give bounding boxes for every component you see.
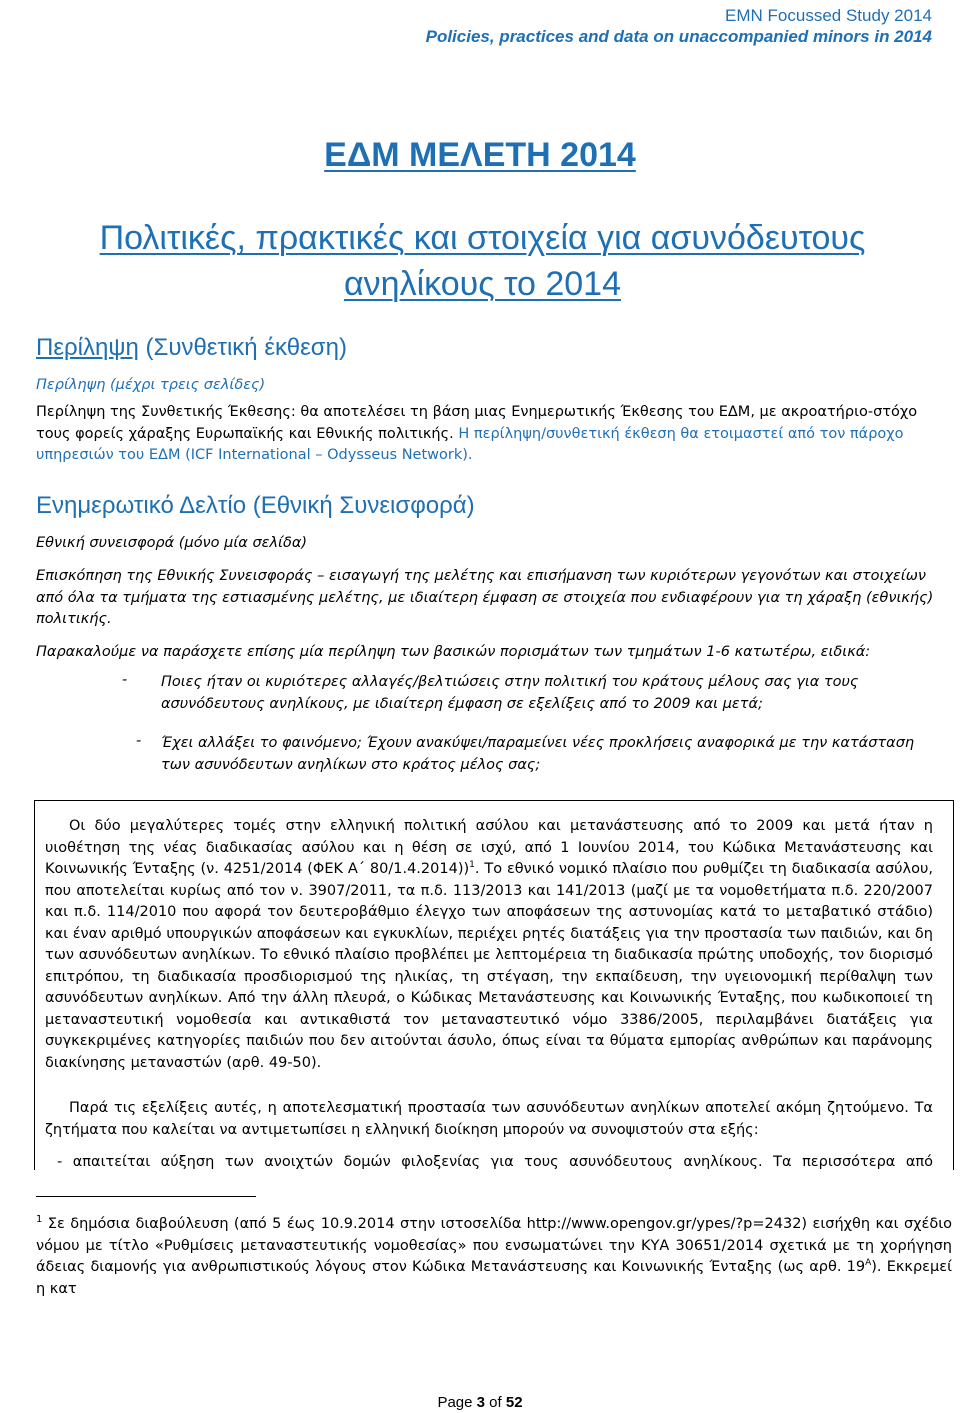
summary-heading-underlined: Περίληψη xyxy=(36,334,139,361)
bullet-item: Ποιες ήταν οι κυριότερες αλλαγές/βελτιώσεις στην πολιτική του κράτους μέλους σας για τους ασυνόδευτους ανηλίκους, με ιδιαίτερη έμφαση σε εξελίξεις από το 2009 και μετά; xyxy=(161,674,859,712)
summary-subheading: Περίληψη (μέχρι τρεις σελίδες) xyxy=(36,377,266,393)
bullet-item: Έχει αλλάξει το φαινόμενο; Έχουν ανακύψει/παραμείνει νέες προκλήσεις αναφορικά με την κατάσταση των ασυνόδευτων ανηλίκων στο κράτος μέλος σας; xyxy=(161,735,915,773)
box-paragraph-text: Οι δύο μεγαλύτερες τομές στην ελληνική πολιτική ασύλου και μετανάστευσης από το 2009 και μετά ήταν η υιοθέτηση της νέας διαδικασίας ασύλου και η θέση σε ισχύ, από 1 Ιουνίου 2014, του Κώδικα Μετανάστευσης και Κοινωνικής Ένταξης (ν. 4251/2014 (ΦΕΚ Α΄ 80/1.4.2014)) xyxy=(45,818,933,877)
request-paragraph: Παρακαλούμε να παράσχετε επίσης μία περίληψη των βασικών πορισμάτων των τμημάτων 1-6 κατωτέρω, ειδικά: xyxy=(36,644,871,660)
footer-middle: of xyxy=(485,1394,506,1411)
footnote-text: Σε δημόσια διαβούλευση (από 5 έως 10.9.2014 στην ιστοσελίδα http://www.opengov.gr/ypes/?p=2432) εισήχθη και σχέδιο νόμου με τίτλο «Ρυθμίσεις μεταναστευτικής νομοθεσίας» που ενσωματώνει την ΚΥΑ 30651/2014 σχετικά με τη χορήγηση άδειας διαμονής για ανθρωπιστικούς λόγους στον Κώδικα Μετανάστευσης και Κοινωνικής Ένταξης (ως αρθ. 19 xyxy=(36,1216,952,1275)
box-paragraph xyxy=(45,816,933,1074)
document-subtitle: Πολιτικές, πρακτικές και στοιχεία για ασυνόδευτους ανηλίκους το 2014 xyxy=(99,219,866,303)
overview-paragraph: Επισκόπηση της Εθνικής Συνεισφοράς – εισαγωγή της μελέτης και επισήμανση των κυριότερων γεγονότων και στοιχείων από όλα τα τμήματα της εστιασμένης μελέτης, με ιδιαίτερη έμφαση σε στοιχεία που ενδιαφέρουν για τη χάραξη (εθνικής) πολιτικής. xyxy=(36,568,934,627)
header-study-subtitle: Policies, practices and data on unaccompanied minors in 2014 xyxy=(425,27,932,46)
summary-text-provider: Η περίληψη/συνθετική έκθεση θα ετοιμαστεί από τον πάροχο υπηρεσιών του ΕΔΜ (ICF International – Odysseus Network). xyxy=(36,425,904,463)
bullet-dash: - xyxy=(122,672,128,688)
summary-heading-rest: (Συνθετική έκθεση) xyxy=(138,334,347,361)
running-header xyxy=(426,6,932,48)
page-footer xyxy=(0,1394,960,1411)
footnote-number: 1 xyxy=(36,1214,43,1226)
information-bulletin-heading: Ενημερωτικό Δελτίο (Εθνική Συνεισφορά) xyxy=(36,492,475,519)
national-contribution-subheading: Εθνική συνεισφορά (μόνο μία σελίδα) xyxy=(36,535,308,551)
summary-paragraph xyxy=(36,402,956,467)
footnote-text-end: ). Εκκρεμεί η κατ xyxy=(36,1259,952,1297)
document-title: ΕΔΜ ΜΕΛΕΤΗ 2014 xyxy=(324,136,636,174)
bullet-dash: - xyxy=(136,733,142,749)
footnote xyxy=(36,1214,952,1300)
page-total: 52 xyxy=(505,1394,523,1411)
footnote-separator xyxy=(36,1196,256,1197)
footnote-reference[interactable]: 1 xyxy=(469,860,475,871)
footnote-superscript: Α xyxy=(865,1258,872,1269)
summary-text: Περίληψη της Συνθετικής Έκθεσης: θα αποτελέσει τη βάση μιας Ενημερωτικής Έκθεσης του ΕΔΜ, με ακροατήριο-στόχο τους φορείς χάραξης Ευρωπαϊκής και Εθνικής πολιτικής. xyxy=(36,404,918,442)
page-number: 3 xyxy=(476,1394,485,1411)
footer-prefix: Page xyxy=(437,1394,477,1411)
summary-heading xyxy=(36,334,347,362)
box-dash-item: - απαιτείται αύξηση των ανοιχτών δομών φιλοξενίας για τους ασυνόδευτους ανηλίκους. Τα περισσότερα από xyxy=(57,1154,933,1170)
box-paragraph: Παρά τις εξελίξεις αυτές, η αποτελεσματική προστασία των ασυνόδευτων ανηλίκων αποτελεί ακόμη ζητούμενο. Τα ζητήματα που καλείται να αντιμετωπίσει η ελληνική διοίκηση μπορούν να συνοψιστούν στα εξής: xyxy=(45,1100,933,1138)
box-paragraph-continued: . Το εθνικό νομικό πλαίσιο που ρυθμίζει τη διαδικασία ασύλου, που αποτελείται κυρίως από τον ν. 3907/2011, τα π.δ. 113/2013 και 141/2013 (μαζί με τα νομοθετήματα π.δ. 220/2007 και π.δ. 114/2010 που αφορά τον δευτεροβάθμιο έλεγχο των αποφάσεων της αστυνομίας κατά το μεταβατικό στάδιο) και έναν αριθμό υπουργικών αποφάσεων και εγκυκλίων, περιέχει ρητές διατάξεις για την προστασία των παιδιών, και δη των ασυνόδευτων ανηλίκων. Το εθνικό πλαίσιο προβλέπει με λεπτομέρεια τη διαδικασία πρώτης υποδοχής, τον διορισμό επιτρόπου, τη διαδικασία προσδιορισμού της ηλικίας, τη στέγαση, την εκπαίδευση, την υγειονομική περίθαλψη των ασυνόδευτων ανηλίκων. Από την άλλη πλευρά, ο Κώδικας Μετανάστευσης και Κοινωνικής Ένταξης, που κωδικοποιεί τη μεταναστευτική νομοθεσία και αντικαθιστά τον μεταναστευτικό νόμο 3386/2005, περιλαμβάνει διατάξεις για συγκεκριμένες κατηγορίες παιδιών που δεν αιτούνται άσυλο, όπως είναι τα θύματα εμπορίας ανθρώπων και παράνομης διακίνησης μεταναστών (αρθ. 49-50). xyxy=(45,861,933,1071)
header-study-title: EMN Focussed Study 2014 xyxy=(725,6,932,25)
